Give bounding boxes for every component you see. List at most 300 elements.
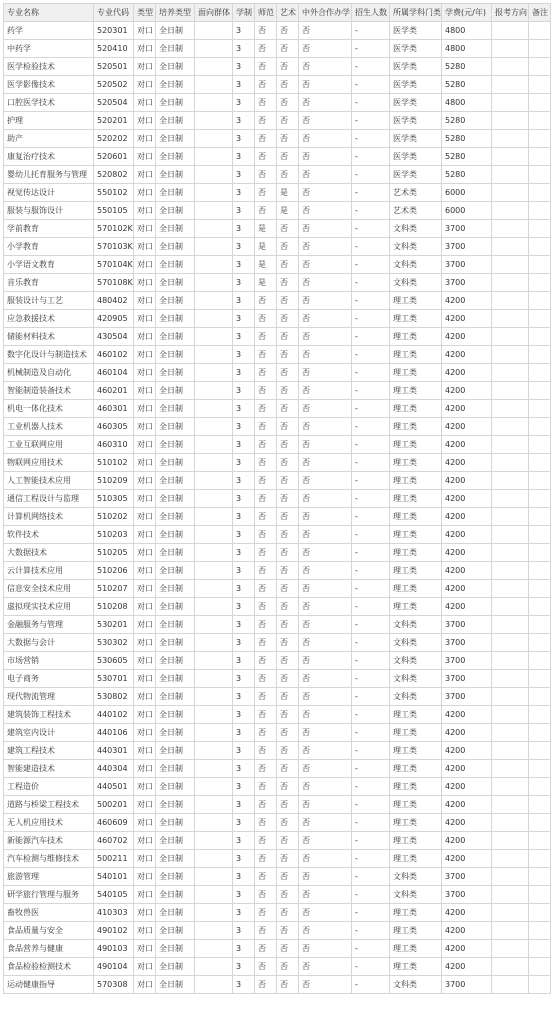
- cell-exam-direction: [492, 832, 529, 850]
- cell-type: 对口: [134, 400, 156, 418]
- cell-teacher-training: 否: [255, 562, 277, 580]
- cell-major-code: 460310: [94, 436, 134, 454]
- cell-discipline: 文科类: [390, 274, 442, 292]
- cell-exam-direction: [492, 544, 529, 562]
- cell-remarks: [529, 778, 551, 796]
- cell-target-group: [195, 760, 233, 778]
- cell-major-code: 520504: [94, 94, 134, 112]
- cell-art: 否: [277, 346, 299, 364]
- cell-enrollment: -: [352, 76, 390, 94]
- cell-tuition: 4200: [442, 958, 492, 976]
- cell-art: 否: [277, 814, 299, 832]
- cell-major-code: 550105: [94, 202, 134, 220]
- cell-discipline: 文科类: [390, 868, 442, 886]
- cell-remarks: [529, 760, 551, 778]
- cell-teacher-training: 是: [255, 256, 277, 274]
- cell-tuition: 3700: [442, 868, 492, 886]
- cell-discipline: 理工类: [390, 454, 442, 472]
- cell-enrollment: -: [352, 346, 390, 364]
- cell-remarks: [529, 166, 551, 184]
- cell-duration: 3: [233, 22, 255, 40]
- cell-enrollment: -: [352, 652, 390, 670]
- cell-enrollment: -: [352, 166, 390, 184]
- cell-major-code: 510305: [94, 490, 134, 508]
- cell-tuition: 4200: [442, 850, 492, 868]
- cell-major-name: 信息安全技术应用: [4, 580, 94, 598]
- cell-art: 否: [277, 22, 299, 40]
- cell-study-mode: 全日制: [156, 976, 195, 994]
- cell-duration: 3: [233, 346, 255, 364]
- cell-remarks: [529, 976, 551, 994]
- cell-discipline: 医学类: [390, 148, 442, 166]
- cell-study-mode: 全日制: [156, 544, 195, 562]
- cell-target-group: [195, 76, 233, 94]
- cell-art: 是: [277, 202, 299, 220]
- cell-teacher-training: 否: [255, 688, 277, 706]
- cell-teacher-training: 否: [255, 22, 277, 40]
- cell-type: 对口: [134, 490, 156, 508]
- cell-discipline: 理工类: [390, 562, 442, 580]
- cell-study-mode: 全日制: [156, 490, 195, 508]
- column-header-tuition: 学费(元/年): [442, 4, 492, 22]
- cell-tuition: 4800: [442, 22, 492, 40]
- cell-discipline: 理工类: [390, 364, 442, 382]
- cell-study-mode: 全日制: [156, 904, 195, 922]
- cell-type: 对口: [134, 814, 156, 832]
- cell-target-group: [195, 310, 233, 328]
- cell-sino-foreign: 否: [299, 796, 352, 814]
- cell-remarks: [529, 274, 551, 292]
- cell-teacher-training: 否: [255, 706, 277, 724]
- cell-remarks: [529, 256, 551, 274]
- cell-discipline: 理工类: [390, 958, 442, 976]
- cell-target-group: [195, 940, 233, 958]
- cell-study-mode: 全日制: [156, 328, 195, 346]
- cell-major-code: 420905: [94, 310, 134, 328]
- cell-major-code: 520301: [94, 22, 134, 40]
- cell-sino-foreign: 否: [299, 562, 352, 580]
- cell-remarks: [529, 598, 551, 616]
- cell-art: 否: [277, 958, 299, 976]
- cell-major-name: 医学影像技术: [4, 76, 94, 94]
- cell-duration: 3: [233, 58, 255, 76]
- cell-study-mode: 全日制: [156, 184, 195, 202]
- cell-type: 对口: [134, 292, 156, 310]
- column-header-enrollment: 招生人数: [352, 4, 390, 22]
- cell-teacher-training: 否: [255, 76, 277, 94]
- table-row: [4, 868, 551, 886]
- cell-major-name: 市场营销: [4, 652, 94, 670]
- cell-major-name: 金融服务与管理: [4, 616, 94, 634]
- cell-art: 否: [277, 490, 299, 508]
- cell-art: 否: [277, 832, 299, 850]
- cell-tuition: 4200: [442, 922, 492, 940]
- cell-discipline: 理工类: [390, 922, 442, 940]
- cell-teacher-training: 否: [255, 40, 277, 58]
- cell-major-code: 520410: [94, 40, 134, 58]
- cell-major-code: 530701: [94, 670, 134, 688]
- column-header-major-name: 专业名称: [4, 4, 94, 22]
- cell-major-name: 服装设计与工艺: [4, 292, 94, 310]
- cell-type: 对口: [134, 544, 156, 562]
- cell-tuition: 3700: [442, 220, 492, 238]
- cell-art: 否: [277, 76, 299, 94]
- cell-enrollment: -: [352, 94, 390, 112]
- cell-major-code: 520202: [94, 130, 134, 148]
- cell-enrollment: -: [352, 220, 390, 238]
- cell-major-name: 建筑工程技术: [4, 742, 94, 760]
- cell-discipline: 理工类: [390, 418, 442, 436]
- cell-teacher-training: 否: [255, 400, 277, 418]
- cell-target-group: [195, 724, 233, 742]
- cell-major-code: 570103K: [94, 238, 134, 256]
- table-row: [4, 292, 551, 310]
- cell-sino-foreign: 否: [299, 112, 352, 130]
- cell-exam-direction: [492, 310, 529, 328]
- cell-major-code: 520502: [94, 76, 134, 94]
- cell-duration: 3: [233, 976, 255, 994]
- cell-study-mode: 全日制: [156, 310, 195, 328]
- cell-major-code: 500211: [94, 850, 134, 868]
- cell-duration: 3: [233, 310, 255, 328]
- cell-discipline: 理工类: [390, 598, 442, 616]
- cell-study-mode: 全日制: [156, 580, 195, 598]
- cell-major-code: 480402: [94, 292, 134, 310]
- cell-type: 对口: [134, 418, 156, 436]
- cell-type: 对口: [134, 940, 156, 958]
- cell-teacher-training: 否: [255, 724, 277, 742]
- cell-sino-foreign: 否: [299, 202, 352, 220]
- cell-discipline: 理工类: [390, 796, 442, 814]
- cell-enrollment: -: [352, 562, 390, 580]
- cell-type: 对口: [134, 436, 156, 454]
- cell-tuition: 4200: [442, 940, 492, 958]
- cell-sino-foreign: 否: [299, 94, 352, 112]
- cell-type: 对口: [134, 472, 156, 490]
- cell-type: 对口: [134, 760, 156, 778]
- cell-target-group: [195, 40, 233, 58]
- cell-remarks: [529, 364, 551, 382]
- cell-enrollment: -: [352, 472, 390, 490]
- cell-enrollment: -: [352, 742, 390, 760]
- cell-target-group: [195, 922, 233, 940]
- cell-major-code: 510102: [94, 454, 134, 472]
- cell-discipline: 理工类: [390, 850, 442, 868]
- cell-exam-direction: [492, 454, 529, 472]
- cell-teacher-training: 否: [255, 526, 277, 544]
- cell-type: 对口: [134, 670, 156, 688]
- cell-enrollment: -: [352, 256, 390, 274]
- cell-teacher-training: 否: [255, 778, 277, 796]
- cell-target-group: [195, 706, 233, 724]
- cell-discipline: 理工类: [390, 832, 442, 850]
- cell-tuition: 3700: [442, 238, 492, 256]
- cell-sino-foreign: 否: [299, 652, 352, 670]
- cell-study-mode: 全日制: [156, 382, 195, 400]
- cell-art: 否: [277, 526, 299, 544]
- cell-sino-foreign: 否: [299, 76, 352, 94]
- cell-type: 对口: [134, 580, 156, 598]
- cell-discipline: 理工类: [390, 472, 442, 490]
- cell-teacher-training: 否: [255, 760, 277, 778]
- cell-duration: 3: [233, 238, 255, 256]
- cell-major-name: 智能制造装备技术: [4, 382, 94, 400]
- cell-sino-foreign: 否: [299, 130, 352, 148]
- cell-sino-foreign: 否: [299, 148, 352, 166]
- cell-major-code: 530802: [94, 688, 134, 706]
- cell-target-group: [195, 202, 233, 220]
- cell-art: 否: [277, 58, 299, 76]
- cell-exam-direction: [492, 976, 529, 994]
- cell-remarks: [529, 904, 551, 922]
- cell-study-mode: 全日制: [156, 472, 195, 490]
- cell-tuition: 4200: [442, 580, 492, 598]
- cell-major-name: 旅游管理: [4, 868, 94, 886]
- column-header-target-group: 面向群体: [195, 4, 233, 22]
- cell-remarks: [529, 346, 551, 364]
- cell-discipline: 理工类: [390, 814, 442, 832]
- cell-tuition: 4200: [442, 832, 492, 850]
- cell-enrollment: -: [352, 148, 390, 166]
- cell-teacher-training: 否: [255, 832, 277, 850]
- table-row: [4, 382, 551, 400]
- cell-exam-direction: [492, 130, 529, 148]
- cell-major-code: 520501: [94, 58, 134, 76]
- cell-study-mode: 全日制: [156, 40, 195, 58]
- cell-duration: 3: [233, 958, 255, 976]
- cell-art: 否: [277, 274, 299, 292]
- cell-art: 否: [277, 796, 299, 814]
- cell-discipline: 理工类: [390, 400, 442, 418]
- cell-tuition: 4200: [442, 418, 492, 436]
- cell-teacher-training: 否: [255, 508, 277, 526]
- cell-remarks: [529, 508, 551, 526]
- cell-discipline: 医学类: [390, 166, 442, 184]
- cell-type: 对口: [134, 886, 156, 904]
- table-row: [4, 814, 551, 832]
- cell-discipline: 文科类: [390, 238, 442, 256]
- cell-type: 对口: [134, 850, 156, 868]
- cell-study-mode: 全日制: [156, 400, 195, 418]
- cell-sino-foreign: 否: [299, 508, 352, 526]
- cell-remarks: [529, 958, 551, 976]
- cell-teacher-training: 否: [255, 328, 277, 346]
- cell-sino-foreign: 否: [299, 274, 352, 292]
- cell-sino-foreign: 否: [299, 22, 352, 40]
- cell-exam-direction: [492, 940, 529, 958]
- cell-sino-foreign: 否: [299, 580, 352, 598]
- cell-duration: 3: [233, 544, 255, 562]
- cell-teacher-training: 是: [255, 274, 277, 292]
- cell-teacher-training: 否: [255, 742, 277, 760]
- cell-enrollment: -: [352, 670, 390, 688]
- cell-enrollment: -: [352, 580, 390, 598]
- cell-art: 否: [277, 382, 299, 400]
- cell-teacher-training: 否: [255, 652, 277, 670]
- cell-tuition: 4200: [442, 310, 492, 328]
- cell-major-code: 520802: [94, 166, 134, 184]
- cell-study-mode: 全日制: [156, 418, 195, 436]
- cell-major-name: 口腔医学技术: [4, 94, 94, 112]
- cell-study-mode: 全日制: [156, 598, 195, 616]
- cell-major-code: 520601: [94, 148, 134, 166]
- cell-art: 否: [277, 94, 299, 112]
- cell-teacher-training: 否: [255, 580, 277, 598]
- cell-enrollment: -: [352, 778, 390, 796]
- cell-major-code: 500201: [94, 796, 134, 814]
- cell-enrollment: -: [352, 508, 390, 526]
- cell-study-mode: 全日制: [156, 778, 195, 796]
- cell-duration: 3: [233, 256, 255, 274]
- cell-teacher-training: 否: [255, 364, 277, 382]
- cell-duration: 3: [233, 418, 255, 436]
- cell-duration: 3: [233, 634, 255, 652]
- cell-tuition: 4200: [442, 364, 492, 382]
- cell-enrollment: -: [352, 454, 390, 472]
- cell-duration: 3: [233, 598, 255, 616]
- column-header-exam-direction: 报考方向: [492, 4, 529, 22]
- cell-discipline: 理工类: [390, 526, 442, 544]
- cell-study-mode: 全日制: [156, 148, 195, 166]
- cell-exam-direction: [492, 418, 529, 436]
- cell-art: 否: [277, 562, 299, 580]
- cell-duration: 3: [233, 220, 255, 238]
- cell-study-mode: 全日制: [156, 220, 195, 238]
- cell-remarks: [529, 94, 551, 112]
- cell-teacher-training: 否: [255, 130, 277, 148]
- cell-exam-direction: [492, 886, 529, 904]
- cell-duration: 3: [233, 472, 255, 490]
- cell-art: 否: [277, 688, 299, 706]
- cell-tuition: 6000: [442, 202, 492, 220]
- cell-tuition: 4200: [442, 508, 492, 526]
- cell-art: 否: [277, 904, 299, 922]
- table-row: [4, 958, 551, 976]
- cell-remarks: [529, 526, 551, 544]
- cell-discipline: 医学类: [390, 76, 442, 94]
- cell-remarks: [529, 400, 551, 418]
- cell-enrollment: -: [352, 292, 390, 310]
- cell-teacher-training: 否: [255, 868, 277, 886]
- cell-remarks: [529, 148, 551, 166]
- cell-exam-direction: [492, 760, 529, 778]
- table-row: [4, 688, 551, 706]
- cell-sino-foreign: 否: [299, 868, 352, 886]
- cell-enrollment: -: [352, 616, 390, 634]
- table-row: [4, 436, 551, 454]
- cell-teacher-training: 否: [255, 886, 277, 904]
- cell-major-name: 畜牧兽医: [4, 904, 94, 922]
- cell-major-name: 工业互联网应用: [4, 436, 94, 454]
- cell-art: 否: [277, 580, 299, 598]
- cell-major-name: 建筑室内设计: [4, 724, 94, 742]
- cell-major-name: 现代物流管理: [4, 688, 94, 706]
- cell-remarks: [529, 310, 551, 328]
- cell-duration: 3: [233, 40, 255, 58]
- cell-enrollment: -: [352, 184, 390, 202]
- cell-discipline: 文科类: [390, 256, 442, 274]
- cell-enrollment: -: [352, 976, 390, 994]
- cell-major-name: 汽车检测与维修技术: [4, 850, 94, 868]
- cell-tuition: 4200: [442, 742, 492, 760]
- cell-discipline: 文科类: [390, 652, 442, 670]
- cell-remarks: [529, 724, 551, 742]
- cell-type: 对口: [134, 598, 156, 616]
- cell-discipline: 理工类: [390, 310, 442, 328]
- cell-sino-foreign: 否: [299, 904, 352, 922]
- cell-tuition: 4200: [442, 760, 492, 778]
- cell-sino-foreign: 否: [299, 346, 352, 364]
- cell-target-group: [195, 418, 233, 436]
- cell-target-group: [195, 58, 233, 76]
- cell-enrollment: -: [352, 310, 390, 328]
- cell-art: 否: [277, 310, 299, 328]
- cell-exam-direction: [492, 58, 529, 76]
- table-row: [4, 184, 551, 202]
- cell-target-group: [195, 670, 233, 688]
- cell-study-mode: 全日制: [156, 166, 195, 184]
- cell-duration: 3: [233, 328, 255, 346]
- cell-enrollment: -: [352, 958, 390, 976]
- cell-exam-direction: [492, 238, 529, 256]
- cell-major-name: 应急救援技术: [4, 310, 94, 328]
- cell-major-name: 虚拟现实技术应用: [4, 598, 94, 616]
- cell-exam-direction: [492, 364, 529, 382]
- cell-type: 对口: [134, 778, 156, 796]
- cell-major-code: 490104: [94, 958, 134, 976]
- cell-major-name: 新能源汽车技术: [4, 832, 94, 850]
- cell-major-code: 440102: [94, 706, 134, 724]
- table-row: [4, 976, 551, 994]
- cell-exam-direction: [492, 472, 529, 490]
- cell-major-code: 550102: [94, 184, 134, 202]
- table-row: [4, 220, 551, 238]
- cell-sino-foreign: 否: [299, 706, 352, 724]
- cell-tuition: 3700: [442, 616, 492, 634]
- cell-major-code: 510203: [94, 526, 134, 544]
- cell-major-name: 软件技术: [4, 526, 94, 544]
- cell-study-mode: 全日制: [156, 760, 195, 778]
- cell-sino-foreign: 否: [299, 382, 352, 400]
- cell-teacher-training: 否: [255, 634, 277, 652]
- cell-art: 否: [277, 886, 299, 904]
- cell-major-name: 服装与服饰设计: [4, 202, 94, 220]
- table-row: [4, 256, 551, 274]
- cell-enrollment: -: [352, 796, 390, 814]
- cell-sino-foreign: 否: [299, 166, 352, 184]
- cell-study-mode: 全日制: [156, 238, 195, 256]
- cell-target-group: [195, 472, 233, 490]
- cell-art: 否: [277, 634, 299, 652]
- cell-target-group: [195, 904, 233, 922]
- cell-enrollment: -: [352, 40, 390, 58]
- cell-exam-direction: [492, 724, 529, 742]
- column-header-teacher-training: 师范: [255, 4, 277, 22]
- cell-enrollment: -: [352, 526, 390, 544]
- cell-tuition: 3700: [442, 652, 492, 670]
- cell-major-name: 工程造价: [4, 778, 94, 796]
- table-row: [4, 112, 551, 130]
- cell-tuition: 5280: [442, 130, 492, 148]
- cell-duration: 3: [233, 364, 255, 382]
- cell-major-name: 医学检验技术: [4, 58, 94, 76]
- cell-target-group: [195, 562, 233, 580]
- cell-tuition: 5280: [442, 76, 492, 94]
- table-row: [4, 22, 551, 40]
- table-row: [4, 40, 551, 58]
- cell-exam-direction: [492, 346, 529, 364]
- cell-remarks: [529, 652, 551, 670]
